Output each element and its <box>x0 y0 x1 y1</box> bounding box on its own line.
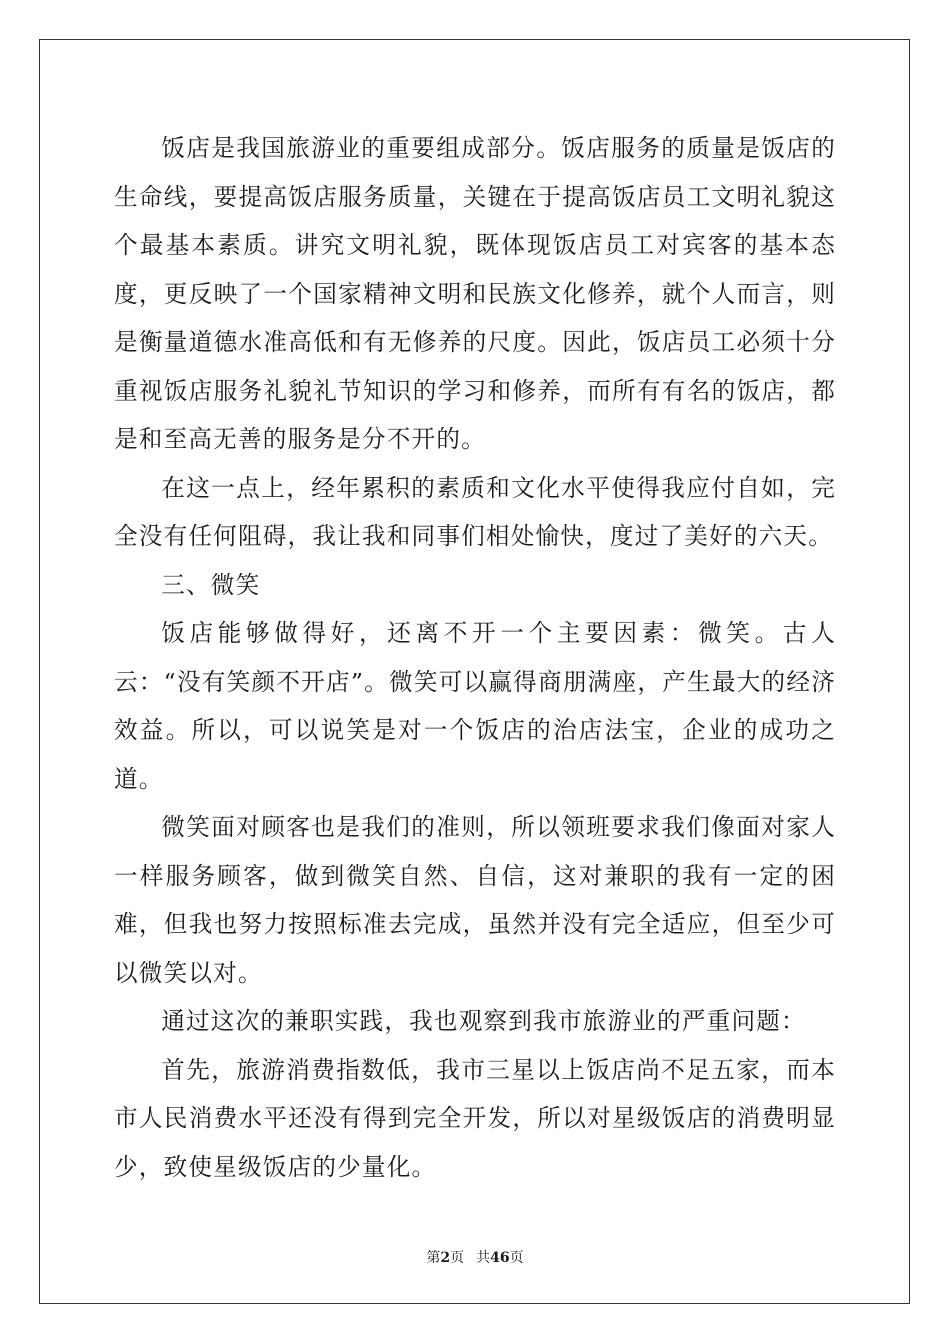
section-heading: 三、微笑 <box>161 570 261 599</box>
total-prefix: 共 <box>476 1250 491 1266</box>
page-suffix: 页 <box>450 1250 465 1266</box>
page-footer <box>0 1247 950 1267</box>
paragraph: 饭店能够做得好，还离不开一个主要因素：微笑。古人云：“没有笑颜不开店”。微笑可以赢得商朋满座，产生最大的经济效益。所以，可以说笑是对一个饭店的治店法宝，企业的成功之道。 <box>114 619 836 793</box>
paragraph: 通过这次的兼职实践，我也观察到我市旅游业的严重问题： <box>161 1007 806 1035</box>
document-body <box>114 124 836 1191</box>
page-total: 46 <box>490 1250 510 1266</box>
paragraph: 首先，旅游消费指数低，我市三星以上饭店尚不足五家，而本市人民消费水平还没有得到完全开发，所以对星级饭店的消费明显少，致使星级饭店的少量化。 <box>114 1055 836 1181</box>
page-current: 2 <box>440 1250 451 1266</box>
paragraph: 微笑面对顾客也是我们的准则，所以领班要求我们像面对家人一样服务顾客，做到微笑自然、自信，这对兼职的我有一定的困难，但我也努力按照标准去完成，虽然并没有完全适应，但至少可以微笑以对。 <box>114 813 836 987</box>
paragraph: 在这一点上，经年累积的素质和文化水平使得我应付自如，完全没有任何阻碍，我让我和同事们相处愉快，度过了美好的六天。 <box>114 473 836 550</box>
paragraph: 饭店是我国旅游业的重要组成部分。饭店服务的质量是饭店的生命线，要提高饭店服务质量，关键在于提高饭店员工文明礼貌这个最基本素质。讲究文明礼貌，既体现饭店员工对宾客的基本态度，更反映了一个国家精神文明和民族文化修养，就个人而言，则是衡量道德水准高低和有无修养的尺度。因此，饭店员工必须十分重视饭店服务礼貌礼节知识的学习和修养，而所有有名的饭店，都是和至高无善的服务是分不开的。 <box>114 134 836 453</box>
page-prefix: 第 <box>426 1250 441 1266</box>
total-suffix: 页 <box>509 1250 524 1266</box>
